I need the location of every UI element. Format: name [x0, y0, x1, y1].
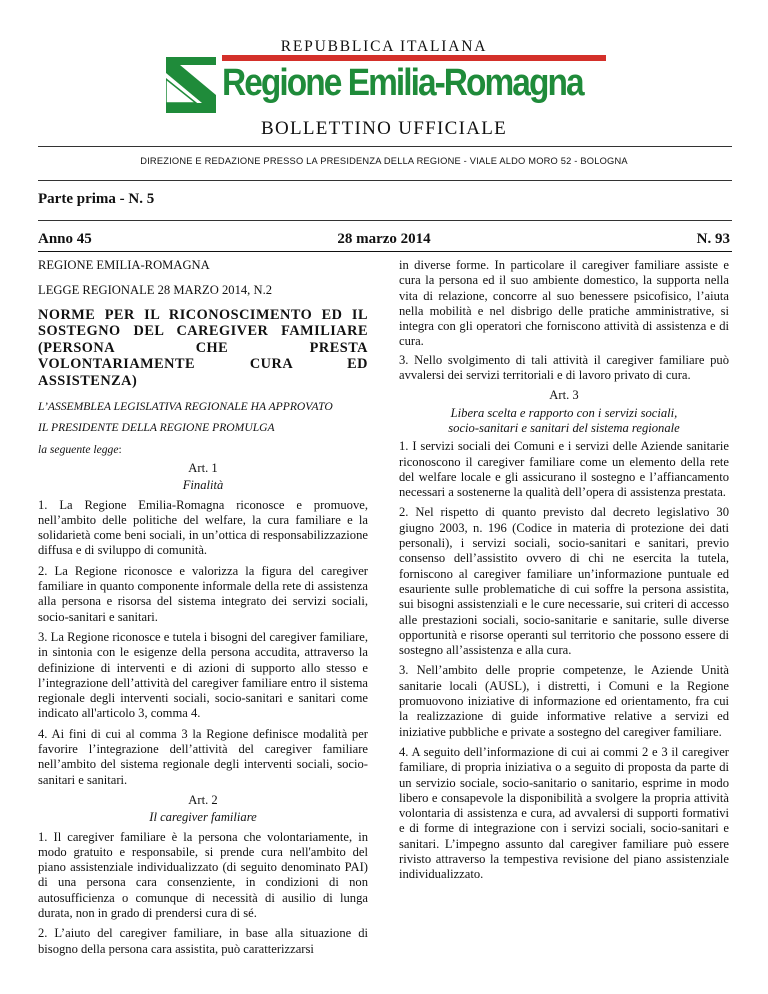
- left-column: [38, 258, 368, 957]
- law-title: NORME PER IL RICONOSCIMENTO ED IL SOSTEGNO DEL CAREGIVER FAMILIARE (PERSONA CHE PRESTA VOLONTARIAMENTE CURA ED ASSISTENZA): [38, 306, 368, 389]
- article-3-paragraph-4: 4. A seguito dell’informazione di cui ai commi 2 e 3 il caregiver familiare, di propria iniziativa o a seguito di proposta da parte di un servizio sociale, socio-sanitario o sanitario, esprime in modo libero e consapevole la disponibilità a svolgere la propria attività volontaria di assistenza e cura, ad avvalersi di supporti formativi e di forme di integrazione con i servizi sociali, socio-sanitari e sanitari. L’impegno assunto dal caregiver familiare può essere rivisto attraverso la tempestiva revisione del piano assistenziale individualizzato.: [399, 744, 729, 882]
- article-3-title-line-2: socio-sanitari e sanitari del sistema regionale: [448, 420, 680, 435]
- article-3-paragraph-2: 2. Nel rispetto di quanto previsto dal decreto legislativo 30 giugno 2003, n. 196 (Codice in materia di protezione dei dati personali), i servizi sociali, socio-sanitari e sanitari, previo consenso dell’assistito ovvero di chi ne esercita la tutela, forniscono al caregiver familiare un’informazione puntuale ed esauriente sulle problematiche di cui soffre la persona assistita, sui bisogni assistenziali e le cure necessarie, sui criteri di accesso alle prestazioni sociali, socio-sanitarie e sanitarie, sulle diverse opportunità e risorse operanti sul territorio che possono essere di sostegno all’assistenza e alla cura.: [399, 505, 729, 658]
- article-2-title: Il caregiver familiare: [149, 810, 257, 825]
- ente-line: REGIONE EMILIA-ROMAGNA: [38, 258, 210, 272]
- article-1-paragraph-1: 1. La Regione Emilia-Romagna riconosce e promuove, nell’ambito delle politiche del welfare, la cura familiare e la solidarietà come beni sociali, in un’ottica di responsabilizzazione diffusa e di sviluppo di comunità.: [38, 497, 368, 558]
- article-2-paragraph-1: 1. Il caregiver familiare è la persona che volontariamente, in modo gratuito e responsabile, si prende cura nell'ambito del piano assistenziale individualizzato (di seguito denominato PAI) di una persona cara consenziente, in condizioni di non autosufficienza o comunque di necessità di ausilio di lunga durata, non in grado di prendersi cura di sé.: [38, 829, 368, 920]
- logo-red-bar: [222, 55, 606, 61]
- preamble-law-intro: la seguente legge:: [38, 442, 122, 456]
- header-rule-top: [38, 146, 732, 147]
- bulletin-title: BOLLETTINO UFFICIALE: [260, 118, 508, 139]
- header-rule-lower: [38, 220, 732, 221]
- article-3-paragraph-3: 3. Nell’ambito delle proprie competenze, le Aziende Unità sanitarie locali (AUSL), i distretti, i Comuni e la Regione promuovono iniziative di informazione ed orientamento, fra cui la realizzazione di guide informative relative a servizi ed iniziative pubbliche e private a sostegno del caregiver familiare.: [399, 663, 729, 739]
- article-3-heading: Art. 3: [549, 388, 579, 403]
- article-1-paragraph-4: 4. Ai fini di cui al comma 3 la Regione definisce modalità per favorire l’integrazione dell’attività del caregiver familiare nell’ambito del sistema regionale degli interventi sociali, socio-sanitari e sanitari.: [38, 726, 368, 787]
- header-rule-middle: [38, 180, 732, 181]
- article-1-title: Finalità: [182, 478, 224, 493]
- anno-label: Anno 45: [38, 231, 92, 247]
- direzione-line: DIREZIONE E REDAZIONE PRESSO LA PRESIDENZA DELLA REGIONE - VIALE ALDO MORO 52 - BOLOGNA: [140, 156, 628, 166]
- article-2-paragraph-2-continued: in diverse forme. In particolare il caregiver familiare assiste e cura la persona ed il suo ambiente domestico, la supporta nella vita di relazione, concorre al suo benessere psicofisico, l’aiuta nella mobilità e nel disbrigo delle pratiche amministrative, si integra con gli operatori che forniscono attività di assistenza e di cura.: [399, 258, 729, 349]
- article-3-title-line-1: Libera scelta e rapporto con i servizi sociali,: [450, 405, 678, 420]
- region-name-logotype: Regione Emilia-Romagna: [222, 62, 583, 104]
- date-label: 28 marzo 2014: [337, 231, 431, 247]
- republic-heading: REPUBBLICA ITALIANA: [280, 38, 488, 55]
- preamble-president: IL PRESIDENTE DELLA REGIONE PROMULGA: [38, 421, 275, 435]
- preamble-assembly: L’ASSEMBLEA LEGISLATIVA REGIONALE HA APPROVATO: [38, 400, 333, 414]
- article-3-paragraph-1: 1. I servizi sociali dei Comuni e i servizi delle Aziende sanitarie riconoscono il caregiver familiare come un elemento della rete del welfare locale e gli assicurano il sostegno e l’affiancamento necessari a sostenerne la qualità dell’opera di assistenza prestata.: [399, 439, 729, 500]
- article-1-heading: Art. 1: [188, 460, 218, 475]
- article-1-paragraph-2: 2. La Regione riconosce e valorizza la figura del caregiver familiare in quanto componente informale della rete di assistenza alla persona e risorsa del sistema integrato dei servizi sociali, socio-sanitari e sanitari.: [38, 563, 368, 624]
- article-2-heading: Art. 2: [188, 792, 218, 807]
- issue-number: N. 93: [696, 231, 730, 247]
- article-2-paragraph-2: 2. L’aiuto del caregiver familiare, in base alla situazione di bisogno della persona cara assistita, può caratterizzarsi: [38, 926, 368, 956]
- article-1-paragraph-3: 3. La Regione riconosce e tutela i bisogni del caregiver familiare, in sintonia con le esigenze della persona accudita, attraverso la definizione di interventi e di azioni di supporto allo stesso e l’integrazione dell’attività del caregiver familiare entro il sistema regionale degli interventi sociali, socio-sanitari e sanitari come indicato all'articolo 3, comma 4.: [38, 629, 368, 721]
- right-column: [399, 258, 729, 883]
- law-reference: LEGGE REGIONALE 28 MARZO 2014, N.2: [38, 283, 273, 298]
- article-2-paragraph-3: 3. Nello svolgimento di tali attività il caregiver familiare può avvalersi dei servizi territoriali e di lavoro privato di cura.: [399, 352, 729, 383]
- parte-label: Parte prima - N. 5: [38, 191, 155, 207]
- header-rule-bottom: [38, 251, 732, 252]
